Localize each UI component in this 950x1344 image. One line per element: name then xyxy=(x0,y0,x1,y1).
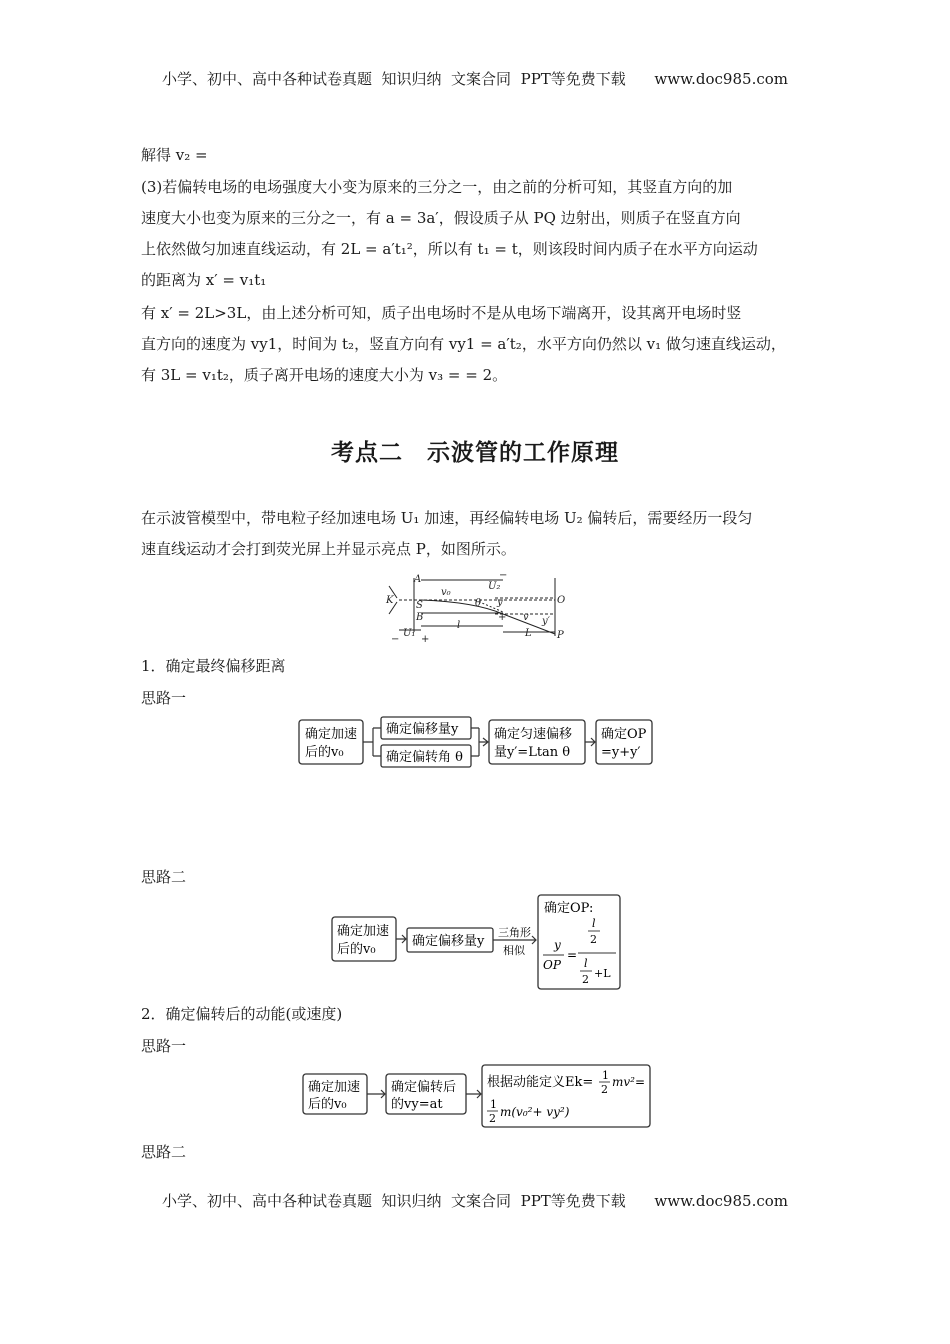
flow-box-text: 确定加速 xyxy=(305,727,358,742)
flow-box-text: 后的v₀ xyxy=(337,942,376,957)
label-v: v xyxy=(523,612,529,623)
flow-box-text: 确定匀速偏移 xyxy=(494,727,573,742)
label-B: B xyxy=(416,612,424,623)
flowchart-offset-route-2 xyxy=(330,893,626,993)
label-plus-lower: + xyxy=(498,612,507,623)
page-footer: 小学、初中、高中各种试卷真题 知识归纳 文案合同 PPT等免费下载 www.doc985.com xyxy=(161,1192,788,1210)
solution-line xyxy=(141,140,813,171)
label-U1: U₁ xyxy=(403,628,416,639)
flow-box-text: mv²= xyxy=(612,1075,646,1089)
fraction-2: 2 xyxy=(590,933,597,946)
flow-box-text: 确定偏移量y xyxy=(412,934,485,949)
fraction-l: l xyxy=(584,957,588,970)
flow-box-text: 后的v₀ xyxy=(305,745,344,760)
flow-box-text: 量y′=Ltan θ xyxy=(494,745,571,760)
paragraph-line: 有 3L = v₁t₂，质子离开电场的速度大小为 v₃ = = 2。 xyxy=(141,366,508,384)
flowchart-kinetic-route-1 xyxy=(301,1063,655,1131)
fraction-den: 2 xyxy=(601,1083,608,1096)
fraction-y: y xyxy=(554,938,561,952)
route-label: 思路一 xyxy=(141,1037,187,1055)
fraction-op: OP xyxy=(543,958,561,972)
label-theta: θ xyxy=(475,598,482,609)
label-U2: U₂ xyxy=(488,581,501,592)
fraction-2: 2 xyxy=(582,973,589,986)
flowchart-offset-route-1 xyxy=(297,716,657,768)
paragraph-line: 上依然做匀加速直线运动，有 2L = a′t₁²，所以有 t₁ = t，则该段时间内质子在水平方向运动 xyxy=(141,240,758,258)
flow-box-text: 确定偏转后 xyxy=(391,1080,457,1095)
label-plus: + xyxy=(421,634,430,644)
label-S: S xyxy=(416,600,423,611)
label-l: l xyxy=(457,620,461,631)
flow-box-text: 确定偏移量y xyxy=(386,722,459,737)
oscilloscope-diagram xyxy=(385,570,575,644)
fraction-num: 1 xyxy=(602,1069,609,1082)
item-1-heading: 1．确定最终偏移距离 xyxy=(141,657,286,675)
fraction-num: 1 xyxy=(490,1098,497,1111)
paragraph-line: (3)若偏转电场的电场强度大小变为原来的三分之一，由之前的分析可知，其竖直方向的加 xyxy=(141,178,733,196)
route-label: 思路二 xyxy=(141,868,187,886)
route-label: 思路一 xyxy=(141,689,187,707)
fraction-tail: +L xyxy=(594,967,611,980)
label-K: K xyxy=(386,595,394,606)
equals-sign: = xyxy=(567,948,578,962)
label-L: L xyxy=(525,628,532,639)
page-header: 小学、初中、高中各种试卷真题 知识归纳 文案合同 PPT等免费下载 www.doc985.com xyxy=(161,70,788,88)
label-A: A xyxy=(414,574,422,585)
solution-part-3 xyxy=(141,172,813,296)
flow-box-text: =y+y′ xyxy=(601,745,641,760)
section-title: 考点二 示波管的工作原理 xyxy=(331,440,619,466)
flow-box-text: m(v₀²+ vy²) xyxy=(500,1105,570,1119)
arrow-label: 相似 xyxy=(503,944,525,957)
flow-box-text: 确定OP: xyxy=(544,901,594,916)
flow-box-text: 的vy=at xyxy=(391,1097,443,1112)
paragraph-line: 直方向的速度为 vy1，时间为 t₂，竖直方向有 vy1 = a′t₂，水平方向仍然以 v₁ 做匀速直线运动， xyxy=(141,335,786,353)
label-P: P xyxy=(557,630,564,641)
solution-part-4 xyxy=(141,298,813,391)
paragraph-line: 在示波管模型中，带电粒子经加速电场 U₁ 加速，再经偏转电场 U₂ 偏转后，需要经历一段匀 xyxy=(141,509,753,527)
label-minus-upper: − xyxy=(499,570,508,581)
flow-box-text: 确定偏转角 θ xyxy=(386,750,463,765)
flow-box-text: 后的v₀ xyxy=(308,1097,347,1112)
label-yprime: y′ xyxy=(542,616,550,627)
item-2-heading: 2．确定偏转后的动能(或速度) xyxy=(141,1005,343,1023)
paragraph-line: 速直线运动才会打到荧光屏上并显示亮点 P，如图所示。 xyxy=(141,540,516,558)
solution-result-line: 解得 v₂ = xyxy=(141,146,208,164)
fraction-den: 2 xyxy=(489,1112,496,1125)
label-v0: v₀ xyxy=(441,587,451,598)
paragraph-line: 有 x′ = 2L>3L，由上述分析可知，质子出电场时不是从电场下端离开，设其离开电场时竖 xyxy=(141,304,742,322)
paragraph-line: 的距离为 x′ = v₁t₁ xyxy=(141,271,267,289)
label-y: y xyxy=(497,597,503,608)
route-label: 思路二 xyxy=(141,1143,187,1161)
flow-box-text: 确定加速 xyxy=(308,1080,361,1095)
flow-box-text: 根据动能定义Ek= xyxy=(487,1075,594,1090)
flow-box-text: 确定OP xyxy=(601,727,647,742)
label-minus: − xyxy=(391,634,400,644)
arrow-label: 三角形 xyxy=(498,926,531,939)
flow-box-text: 确定加速 xyxy=(337,924,390,939)
paragraph-line: 速度大小也变为原来的三分之一，有 a = 3a′，假设质子从 PQ 边射出，则质子在竖直方向 xyxy=(141,209,741,227)
section-intro xyxy=(141,503,813,565)
label-O: O xyxy=(557,595,566,606)
fraction-l: l xyxy=(592,917,596,930)
